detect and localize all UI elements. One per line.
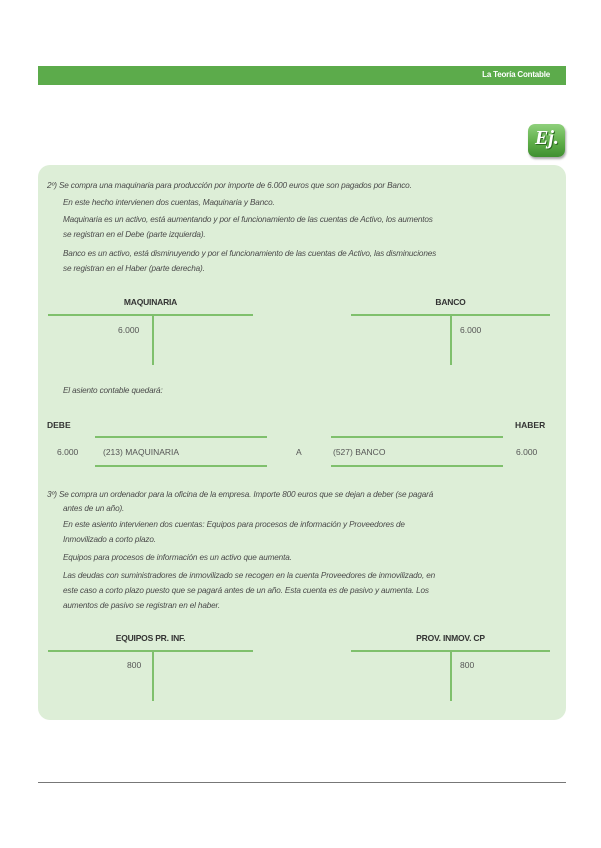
ex3-statement-line-2: antes de un año).	[63, 504, 125, 513]
t-account-equipos-title: EQUIPOS PR. INF.	[115, 633, 186, 643]
journal-debit-line	[95, 436, 267, 438]
ex3-paragraph-3-line-2: este caso a corto plazo puesto que se pagará antes de un año. Esta cuenta es de pasivo y aumenta. Los	[63, 586, 429, 595]
journal-debit-account: (213) MAQUINARIA	[103, 447, 180, 457]
t-account-maquinaria-debit: 6.000	[118, 325, 140, 335]
ex3-paragraph-3-line-1: Las deudas con suministradores de inmovilizado se recogen en la cuenta Proveedores de inmovilizado, en	[63, 571, 436, 580]
t-account-maquinaria-title: MAQUINARIA	[123, 297, 178, 307]
exercise-badge-label: Ej.	[535, 127, 559, 149]
ex2-paragraph-2-line-1: Maquinaria es un activo, está aumentando y por el funcionamiento de las cuentas de Activo, los aumentos	[63, 215, 433, 224]
ex2-paragraph-3-line-1: Banco es un activo, está disminuyendo y por el funcionamiento de las cuentas de Activo, las disminuciones	[63, 249, 437, 258]
ex2-paragraph-2-line-2: se registran en el Debe (parte izquierda).	[63, 230, 206, 239]
journal-credit-amount: 6.000	[516, 447, 538, 457]
ex2-paragraph-1: En este hecho intervienen dos cuentas, Maquinaria y Banco.	[63, 198, 275, 207]
t-account-maquinaria-top-line	[48, 314, 253, 316]
ex3-paragraph-2: Equipos para procesos de información es un activo que aumenta.	[63, 553, 292, 562]
journal-debit-amount: 6.000	[57, 447, 79, 457]
ex3-paragraph-1-line-1: En este asiento intervienen dos cuentas: Equipos para procesos de información y Proveedores de	[63, 520, 405, 529]
journal-credit-bottom-line	[331, 465, 503, 467]
header-bar	[38, 66, 566, 85]
exercise-icon	[528, 124, 565, 157]
t-account-proveedores-divider	[450, 650, 452, 701]
ex2-paragraph-3-line-2: se registran en el Haber (parte derecha).	[63, 264, 205, 273]
journal-debit-bottom-line	[95, 465, 267, 467]
t-account-equipos-debit: 800	[127, 660, 142, 670]
t-account-banco-title: BANCO	[435, 297, 466, 307]
t-account-banco-divider	[450, 314, 452, 365]
t-account-proveedores-title: PROV. INMOV. CP	[416, 633, 485, 643]
journal-credit-line	[331, 436, 503, 438]
t-account-maquinaria-divider	[152, 314, 154, 365]
journal-intro: El asiento contable quedará:	[63, 386, 163, 395]
t-account-banco-credit: 6.000	[460, 325, 482, 335]
ex3-paragraph-3-line-3: aumentos de pasivo se registran en el haber.	[63, 601, 220, 610]
journal-debe-label: DEBE	[47, 420, 71, 430]
journal-haber-label: HABER	[515, 420, 546, 430]
header-title: La Teoría Contable	[482, 70, 550, 79]
ex3-paragraph-1-line-2: Inmovilizado a corto plazo.	[63, 535, 156, 544]
ex2-statement: 2º) Se compra una maquinaria para producción por importe de 6.000 euros que son pagados por Banco.	[47, 181, 412, 190]
journal-credit-account: (527) BANCO	[333, 447, 386, 457]
t-account-equipos-top-line	[48, 650, 253, 652]
t-account-equipos-divider	[152, 650, 154, 701]
ex3-statement-line-1: 3º) Se compra un ordenador para la oficina de la empresa. Importe 800 euros que se dejan a deber (se pagará	[47, 490, 434, 499]
journal-separator: A	[296, 447, 302, 457]
footer-rule	[38, 782, 566, 783]
t-account-proveedores-credit: 800	[460, 660, 475, 670]
